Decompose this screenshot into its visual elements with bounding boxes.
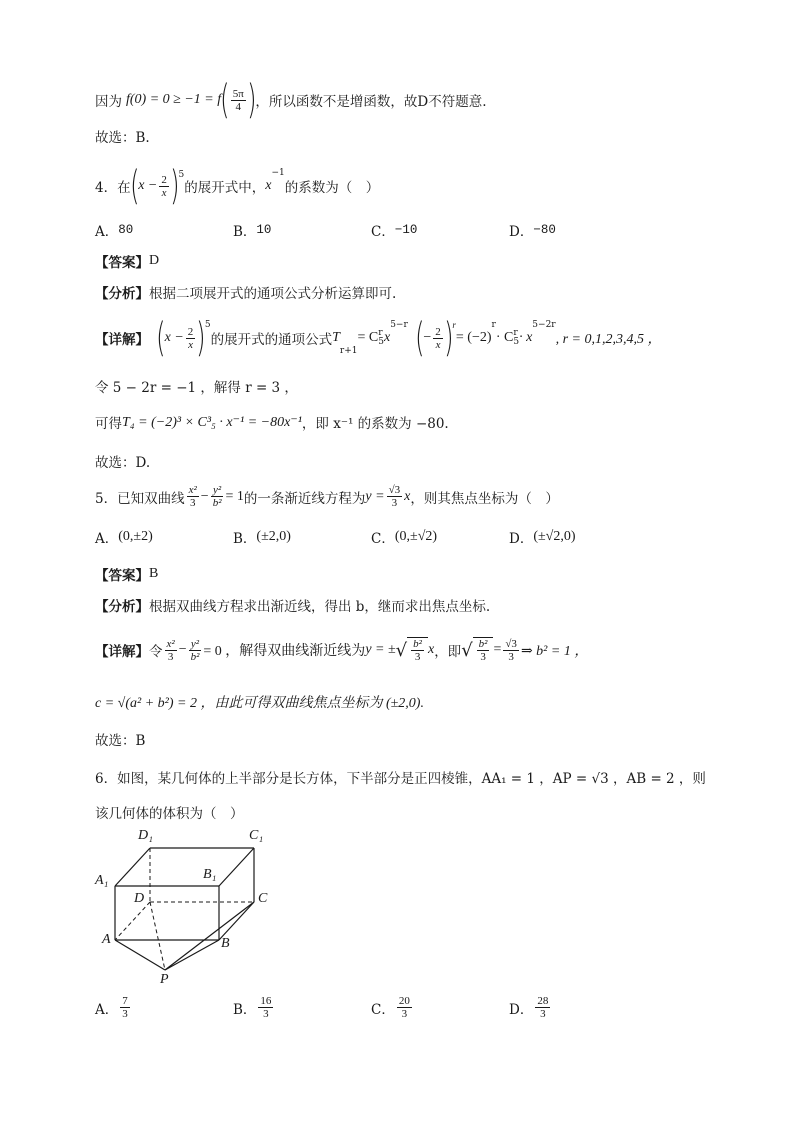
q5-option-c: C． (0,±√2) bbox=[371, 529, 438, 547]
q4-step1: 令 5 − 2r = −1 ，解得 r = 3 ， bbox=[95, 380, 298, 396]
q6-option-a: A． $\frac{7}{3}$ bbox=[95, 995, 128, 1020]
label-d1: D₁ bbox=[138, 828, 153, 843]
q4-select: 故选：D. bbox=[95, 455, 151, 471]
label-c: C bbox=[258, 891, 268, 906]
q4-option-d: D． −80 bbox=[509, 223, 556, 240]
fraction-5pi-4: $\frac{5\pi}{4}$ bbox=[232, 87, 244, 113]
q5-option-a: A． (0,±2) bbox=[95, 529, 153, 547]
intro-conclusion: ，所以函数不是增函数，故D不符题意. bbox=[255, 94, 487, 110]
q5-select: 故选：B bbox=[95, 733, 146, 749]
q6-option-b: B． $\frac{16}{3}$ bbox=[233, 995, 272, 1020]
q5-option-d: D． (±√2,0) bbox=[509, 529, 576, 547]
q5-analysis: 【分析】 根据双曲线方程求出渐近线，得出 b，继而求出焦点坐标. bbox=[95, 599, 491, 615]
q4-detail: 【详解】 ( x − $\frac{2}{x}$ ) $^5$ 的展开式的通项公式 T r+1 = C r 5 x 5−r ( − $\frac{2}{x}$ ) $^r$ = (−2) r · C r 5 · x 5−2r , r = 0,1,2,3,4,5 ， bbox=[95, 315, 662, 361]
q4-analysis: 【分析】 根据二项展开式的通项公式分析运算即可. bbox=[95, 286, 397, 302]
q4-option-c: C． −10 bbox=[371, 223, 418, 240]
q5-answer: 【答案】 B bbox=[95, 566, 159, 584]
label-c1: C₁ bbox=[249, 828, 264, 843]
q4-option-a: A． 80 bbox=[95, 223, 134, 240]
question-5: 5．已知双曲线 $\frac{\text{x²}}{3}$ − $\frac{\text{y²}}{\text{b²}}$ = 1 的一条渐近线方程为 y = $\frac{√3}{3}$ x ，则其焦点坐标为（ ） bbox=[95, 484, 559, 509]
label-b: B bbox=[221, 936, 230, 951]
question-4: 4．在 ( x − $\frac{2}{x}$ ) $^5$ 的展开式中， x −1 的系数为（ ） bbox=[95, 163, 380, 209]
label-p: P bbox=[160, 972, 169, 987]
q5-option-b: B． (±2,0) bbox=[233, 529, 291, 547]
q5-line2: c = √(a² + b²) = 2 ，由此可得双曲线焦点坐标为 (±2,0). bbox=[95, 696, 424, 711]
f0-expression: f(0) = 0 ≥ −1 = f bbox=[126, 92, 222, 107]
label-a: A bbox=[102, 932, 111, 947]
q6-option-d: D． $\frac{28}{3}$ bbox=[509, 995, 549, 1020]
q5-detail: 【详解】 令 $\frac{\text{x²}}{3}$ − $\frac{\text{y²}}{\text{b²}}$ = 0 ，解得双曲线渐近线为 y = ± √ $\frac{\text{b²}}{3}$ x ，即 √ $\frac{\text{b²}}{3}$ = $\frac{√3}{3}$ ⇒ b² = 1 ， bbox=[95, 637, 589, 663]
intro-text: 因为 bbox=[95, 94, 122, 110]
q4-option-b: B． 10 bbox=[233, 223, 272, 240]
select-line-1: 故选：B. bbox=[95, 130, 150, 146]
q4-step2: 可得 T₄ = (−2)³ × C³₅ · x⁻¹ = −80x⁻¹ ，即 x⁻¹ 的系数为 −80. bbox=[95, 414, 449, 432]
question-6: 6．如图，某几何体的上半部分是长方体，下半部分是正四棱锥，AA₁ = 1 ，AP = √3 ，AB = 2 ，则 bbox=[95, 771, 706, 787]
label-b1: B₁ bbox=[203, 867, 217, 882]
q6-option-c: C． $\frac{20}{3}$ bbox=[371, 995, 410, 1020]
question-6-line2: 该几何体的体积为（ ） bbox=[95, 806, 244, 822]
intro-line: 因为 f(0) = 0 ≥ −1 = f ( $\frac{5\pi}{4}$ ) ，所以函数不是增函数，故D不符题意. bbox=[95, 77, 487, 123]
q4-answer: 【答案】 D bbox=[95, 253, 160, 271]
label-a1: A₁ bbox=[95, 873, 109, 888]
label-d: D bbox=[134, 891, 145, 906]
